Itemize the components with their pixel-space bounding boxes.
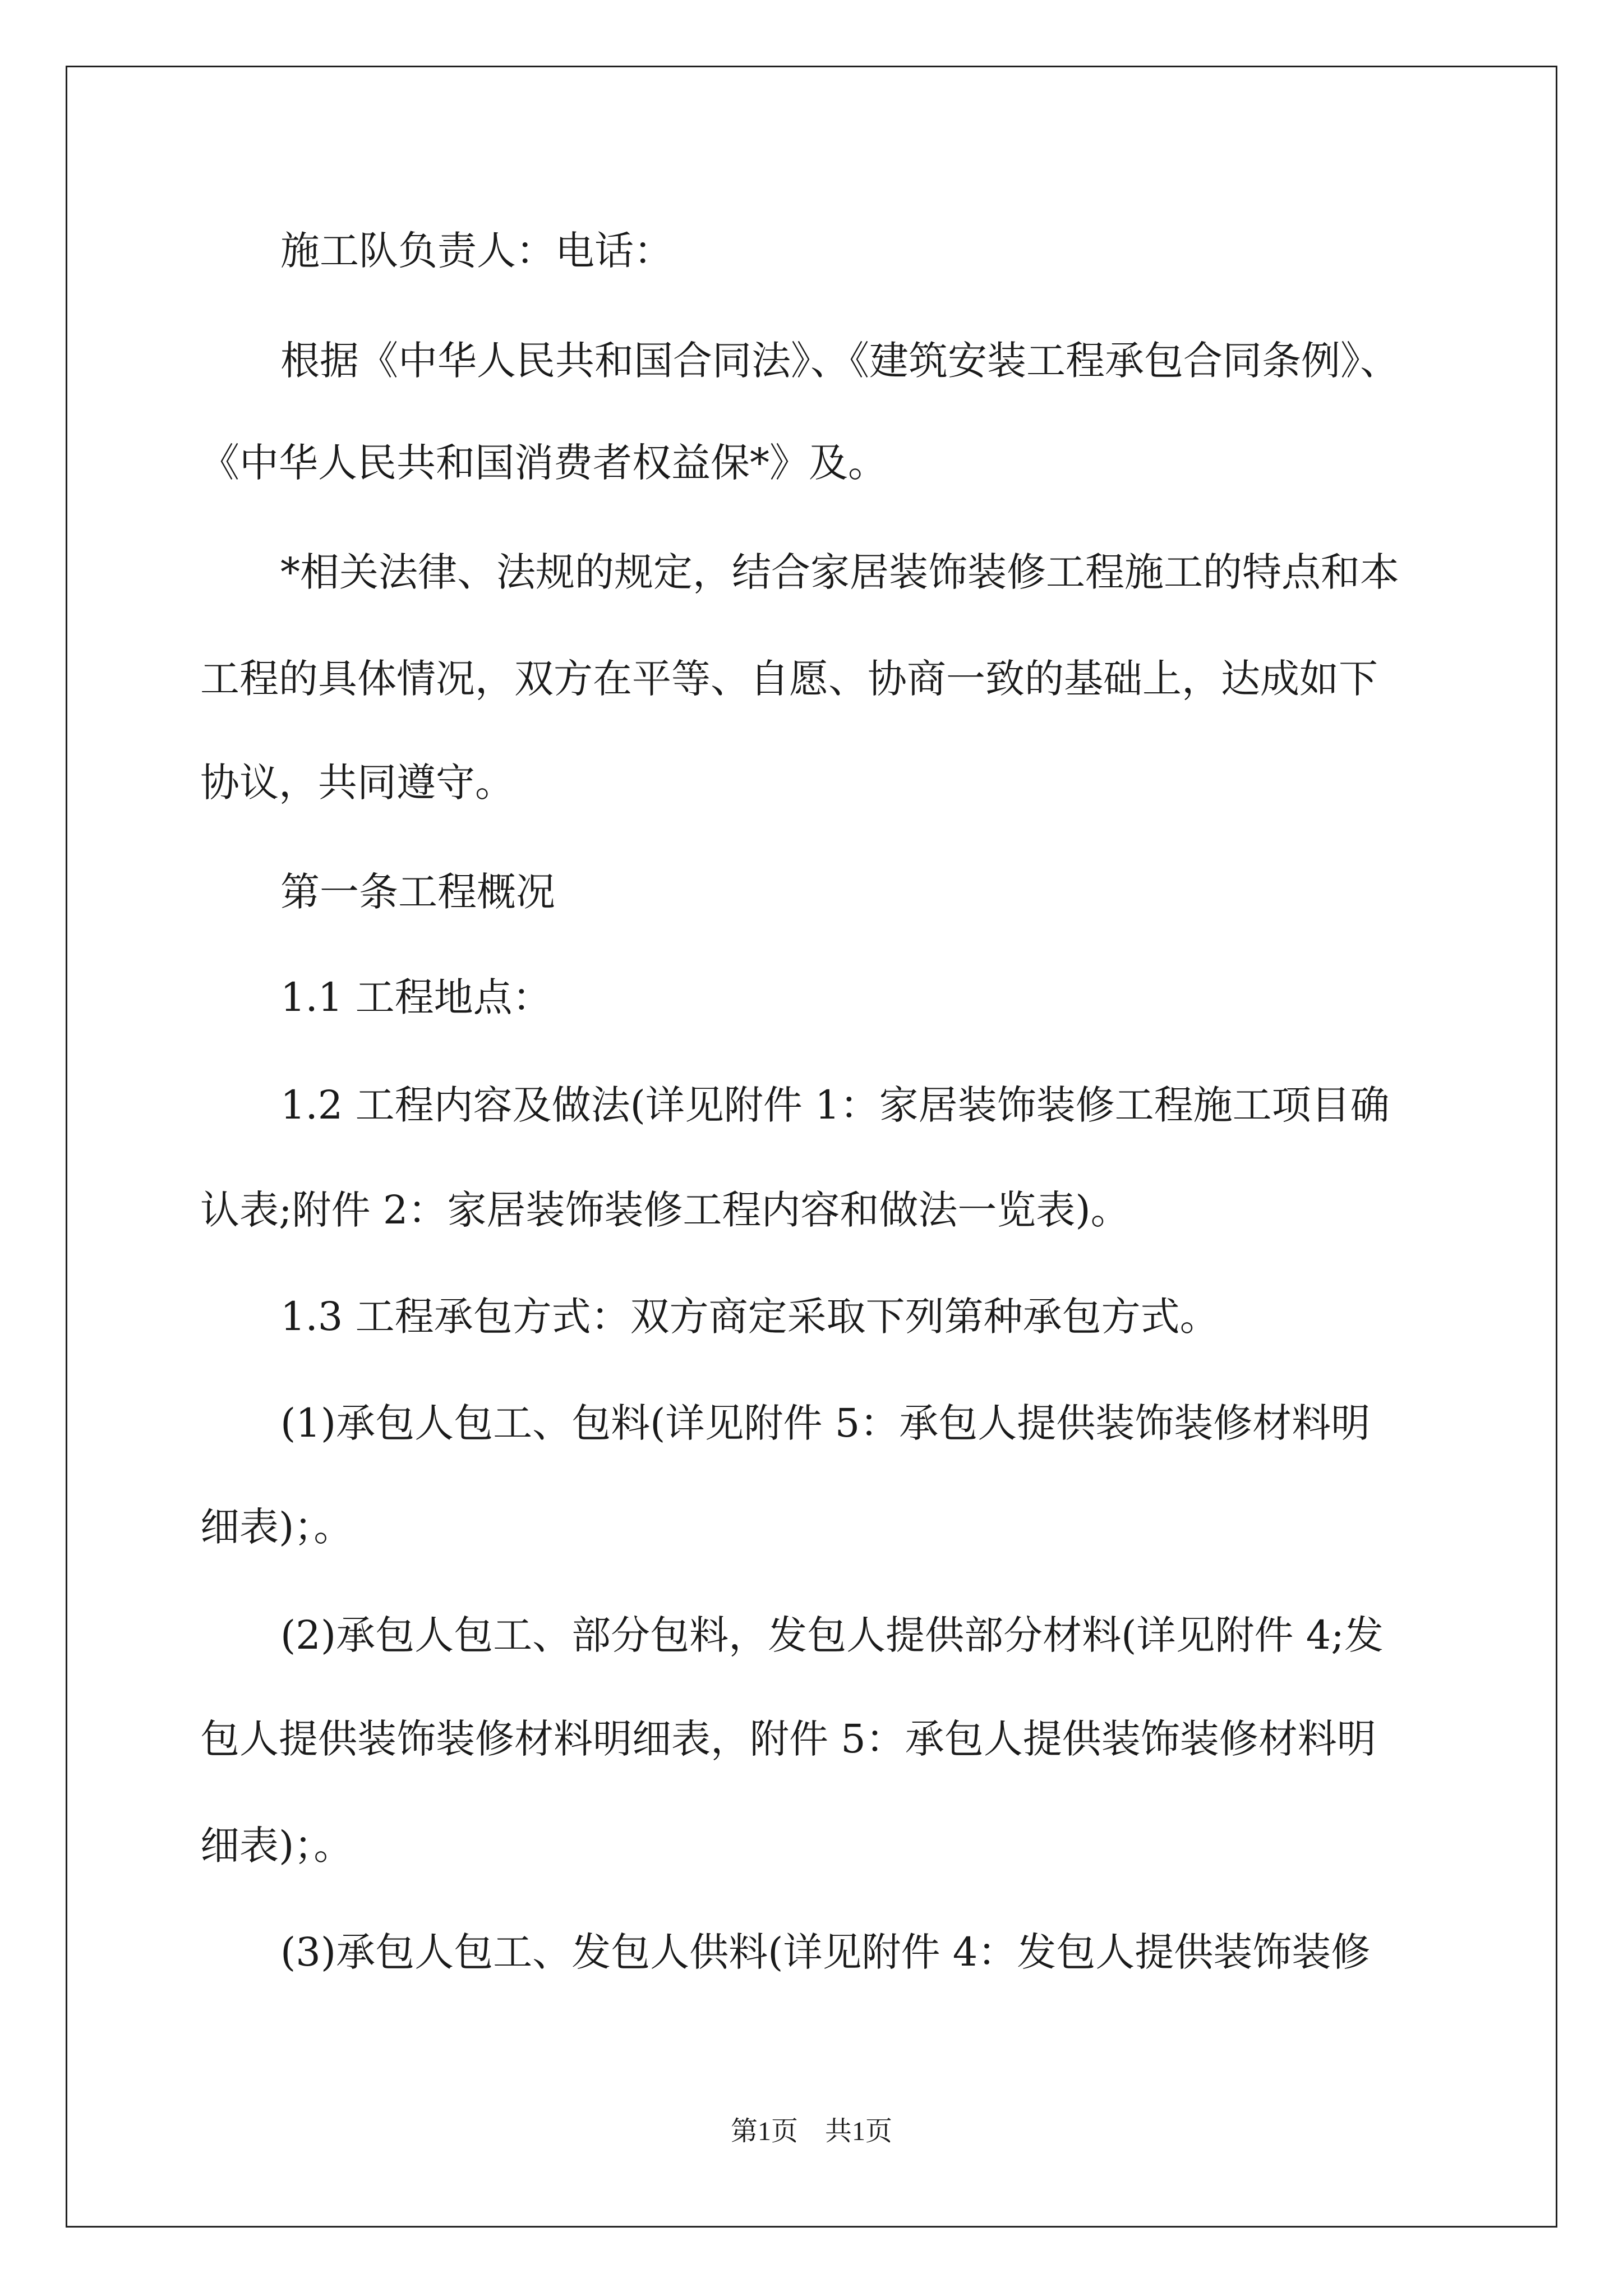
text-line: 《中华人民共和国消费者权益保*》及。 bbox=[200, 440, 887, 486]
text-line: (1)承包人包工、包料(详见附件 5：承包人提供装饰装修材料明 bbox=[280, 1400, 1371, 1446]
text-line: 根据《中华人民共和国合同法》、《建筑安装工程承包合同条例》、 bbox=[280, 338, 1399, 384]
text-line: 协议，共同遵守。 bbox=[200, 760, 514, 806]
text-line: 1.1 工程地点： bbox=[280, 974, 552, 1020]
text-line: 认表;附件 2：家居装饰装修工程内容和做法一览表)。 bbox=[200, 1187, 1130, 1233]
page-number-footer: 第1页 共1页 bbox=[730, 2116, 892, 2146]
text-line: 细表)；。 bbox=[200, 1823, 353, 1869]
text-line: 细表)；。 bbox=[200, 1504, 353, 1550]
section-heading: 第一条工程概况 bbox=[280, 869, 555, 915]
text-line: (2)承包人包工、部分包料，发包人提供部分材料(详见附件 4;发 bbox=[280, 1612, 1384, 1658]
text-line: 1.2 工程内容及做法(详见附件 1：家居装饰装修工程施工项目确 bbox=[280, 1082, 1390, 1128]
text-line: 工程的具体情况，双方在平等、自愿、协商一致的基础上，达成如下 bbox=[200, 656, 1378, 702]
text-line: 包人提供装饰装修材料明细表，附件 5：承包人提供装饰装修材料明 bbox=[200, 1716, 1376, 1762]
text-line: 1.3 工程承包方式：双方商定采取下列第种承包方式。 bbox=[280, 1294, 1219, 1340]
document-body bbox=[200, 0, 1434, 2076]
text-line: (3)承包人包工、发包人供料(详见附件 4：发包人提供装饰装修 bbox=[280, 1929, 1371, 1975]
text-line: *相关法律、法规的规定，结合家居装饰装修工程施工的特点和本 bbox=[280, 549, 1399, 595]
text-line: 施工队负责人：电话： bbox=[280, 228, 673, 274]
